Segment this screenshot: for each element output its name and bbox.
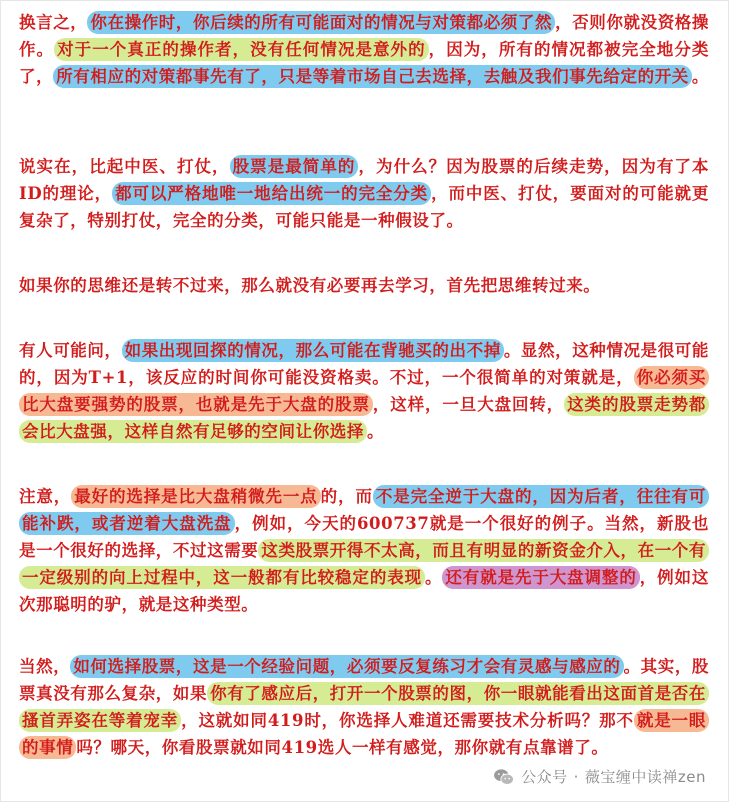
text-segment: ，因为，所有的情况都被完全地分类了， xyxy=(19,40,709,86)
paragraph-3 xyxy=(19,272,709,299)
highlight-blue: 股票是最简单的 xyxy=(230,155,359,178)
text-segment: ，为什么？因为股票的后续走势，因为有了本ID的理论， xyxy=(19,157,710,203)
highlight-green: 对于一个真正的操作者，没有任何情况是意外的 xyxy=(54,38,429,61)
paragraph-1 xyxy=(19,9,709,90)
text-segment: ，这就如同419时，你选择人难道还需要技术分析吗？那不 xyxy=(181,711,634,730)
text-segment: 注意， xyxy=(19,487,72,506)
watermark-prefix: 公众号 xyxy=(521,768,568,786)
watermark xyxy=(493,766,706,787)
text-segment: 。其实，股票真没有那么复杂，如果 xyxy=(19,657,710,703)
text-segment: ，这样，一旦大盘回转， xyxy=(372,395,565,414)
text-segment: 吗？哪天，你看股票就如同419选人一样有感觉，那你就有点靠谱了。 xyxy=(76,738,609,757)
text-segment: 。 xyxy=(367,422,385,441)
text-segment: 换言之， xyxy=(19,13,88,32)
text-segment: 的，而 xyxy=(320,487,373,506)
highlight-blue: 你在操作时，你后续的所有可能面对的情况与对策都必须了然 xyxy=(87,11,555,34)
highlight-green: 这类的股票走势都会比大盘强，这样自然有足够的空间让你选择 xyxy=(19,393,709,443)
paragraph-4 xyxy=(19,337,709,445)
text-segment: ，例如这次那聪明的驴，就是这种类型。 xyxy=(19,568,709,614)
paragraph-5 xyxy=(19,483,709,618)
text-segment: 。 xyxy=(425,568,443,587)
highlight-blue: 所有相应的对策都事先有了，只是等着市场自己去选择，去触及我们事先给定的开关 xyxy=(53,65,692,88)
wechat-icon xyxy=(493,768,515,786)
text-segment: 如果你的思维还是转不过来，那么就没有必要再去学习，首先把思维转过来。 xyxy=(19,276,601,295)
highlight-purple: 还有就是先于大盘调整的 xyxy=(442,566,639,589)
highlight-blue: 如果出现回探的情况，那么可能在背驰买的出不掉 xyxy=(122,339,504,362)
text-segment: ，而中医、打仗，要面对的可能就更复杂了，特别打仗，完全的分类，可能只能是一种假设了。 xyxy=(19,184,709,230)
highlight-orange: 就是一眼的事情 xyxy=(19,709,709,759)
highlight-green: 这类股票开得不太高，而且有明显的新资金介入，在一个有一定级别的向上过程中，这一般都有比较稳定的表现 xyxy=(19,539,709,589)
highlight-orange: 最好的选择是比大盘稍微先一点 xyxy=(71,485,320,508)
highlight-blue: 如何选择股票，这是一个经验问题，必须要反复练习才会有灵感与感应的 xyxy=(70,655,623,678)
paragraph-6 xyxy=(19,653,709,761)
text-segment: ，否则你就没资格操作。 xyxy=(19,13,710,59)
text-segment: 当然， xyxy=(19,657,71,676)
watermark-separator: · xyxy=(573,767,579,786)
watermark-account-name: 薇宝缠中读禅zen xyxy=(584,768,706,786)
text-segment: 有人可能问， xyxy=(19,341,122,360)
highlight-blue: 不是完全逆于大盘的，因为后者，往往有可能补跌，或者逆着大盘洗盘 xyxy=(19,485,709,535)
text-segment: ，例如，今天的600737就是一个很好的例子。当然，新股也是一个很好的选择，不过这需要 xyxy=(19,514,709,560)
highlight-green: 你有了感应后，打开一个股票的图，你一眼就能看出这面首是否在搔首弄姿在等着宠幸 xyxy=(19,682,709,732)
paragraph-2 xyxy=(19,153,709,234)
text-segment: 。显然，这种情况是很可能的，因为T+1，该反应的时间你可能没资格卖。不过，一个很简单的对策就是， xyxy=(19,341,710,387)
text-segment: 说实在，比起中医、打仗， xyxy=(19,157,230,176)
text-segment: 。 xyxy=(691,67,710,86)
highlight-orange: 你必须买比大盘要强势的股票，也就是先于大盘的股票 xyxy=(19,366,709,416)
highlight-blue: 都可以严格地唯一地给出统一的完全分类 xyxy=(112,182,431,205)
